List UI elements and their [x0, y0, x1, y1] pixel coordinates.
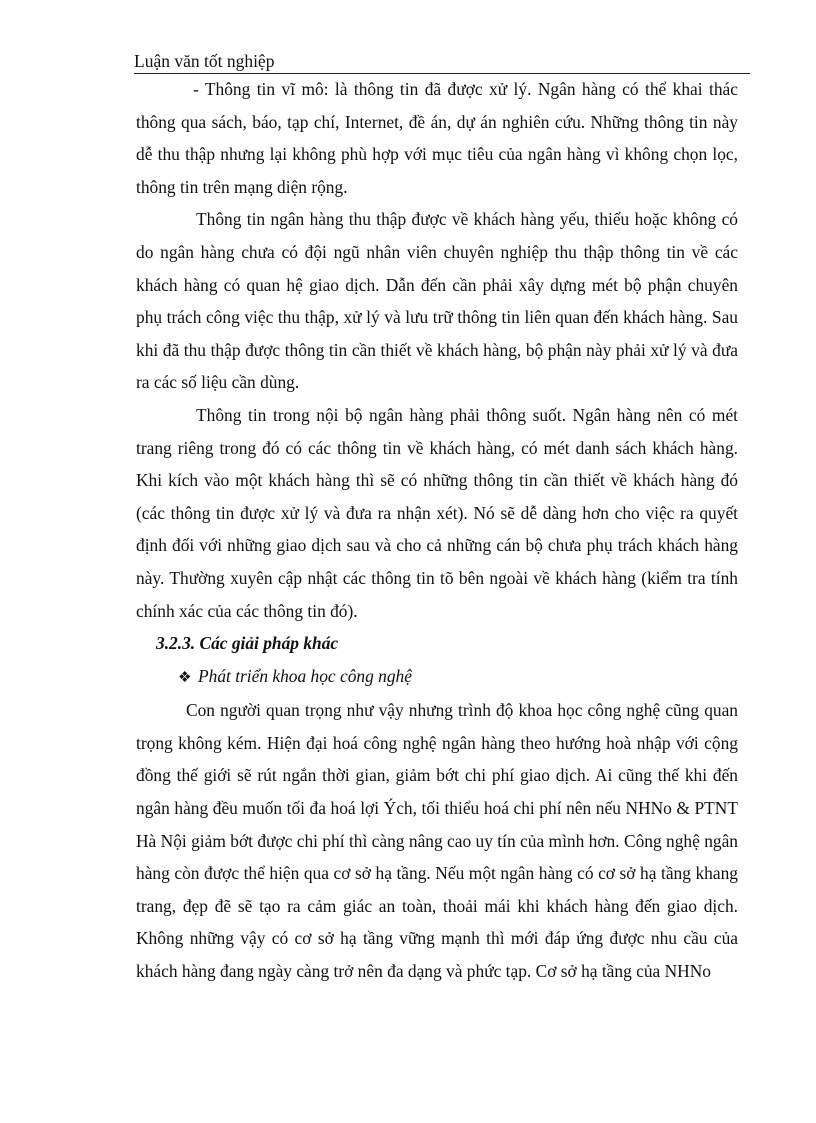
paragraph-macro-information: - Thông tin vĩ mô: là thông tin đã được xử lý. Ngân hàng có thể khai thác thông qua sách, báo, tạp chí, Internet, đề án, dự án nghiên cứu. Những thông tin này dễ thu thập nhưng lại không phù hợp với mục tiêu của ngân hàng vì không chọn lọc, thông tin trên mạng diện rộng.: [136, 79, 738, 197]
section-heading: 3.2.3. Các giải pháp khác: [156, 633, 339, 654]
document-body: [136, 73, 738, 988]
bullet-heading-text: Phát triển khoa học công nghệ: [198, 665, 412, 686]
page-header: [134, 50, 750, 74]
paragraph-weak-customer-information: Thông tin ngân hàng thu thập được về khách hàng yếu, thiếu hoặc không có do ngân hàng chưa có đội ngũ nhân viên chuyên nghiệp thu thập thông tin về các khách hàng có quan hệ giao dịch. Dẫn đến cần phải xây dựng mét bộ phận chuyên phụ trách công việc thu thập, xử lý và lưu trữ thông tin liên quan đến khách hàng. Sau khi đã thu thập được thông tin cần thiết về khách hàng, bộ phận này phải xử lý và đưa ra các số liệu cần dùng.: [136, 209, 738, 393]
paragraph-internal-information: Thông tin trong nội bộ ngân hàng phải thông suốt. Ngân hàng nên có mét trang riêng trong đó có các thông tin về khách hàng, có mét danh sách khách hàng. Khi kích vào một khách hàng thì sẽ có những thông tin cần thiết về khách hàng đó (các thông tin được xử lý và đưa ra nhận xét). Nó sẽ dễ dàng hơn cho việc ra quyết định đối với những giao dịch sau và cho cả những cán bộ chưa phụ trách khách hàng này. Thường xuyên cập nhật các thông tin tõ bên ngoài về khách hàng (kiểm tra tính chính xác của các thông tin đó).: [136, 404, 738, 621]
paragraph-technology: Con người quan trọng như vậy nhưng trình độ khoa học công nghệ cũng quan trọng không kém. Hiện đại hoá công nghệ ngân hàng theo hướng hoà nhập với cộng đồng thế giới sẽ rút ngắn thời gian, giảm bớt chi phí giao dịch. Ai cũng thế khi đến ngân hàng đều muốn tối đa hoá lợi Ých, tối thiểu hoá chi phí nên nếu NHNo & PTNT Hà Nội giảm bớt được chi phí thì càng nâng cao uy tín của mình hơn. Công nghệ ngân hàng còn được thể hiện qua cơ sở hạ tầng. Nếu một ngân hàng có cơ sở hạ tầng khang trang, đẹp đẽ sẽ tạo ra cảm giác an toàn, thoải mái khi khách hàng đến giao dịch. Không những vậy có cơ sở hạ tầng vững mạnh thì mới đáp ứng được nhu cầu của khách hàng đang ngày càng trở nên đa dạng và phức tạp. Cơ sở hạ tầng của NHNo: [136, 700, 738, 982]
page-header-title: Luận văn tốt nghiệp: [134, 51, 275, 71]
bullet-heading-row: [136, 660, 738, 695]
diamond-bullet-icon: ❖: [178, 669, 192, 686]
